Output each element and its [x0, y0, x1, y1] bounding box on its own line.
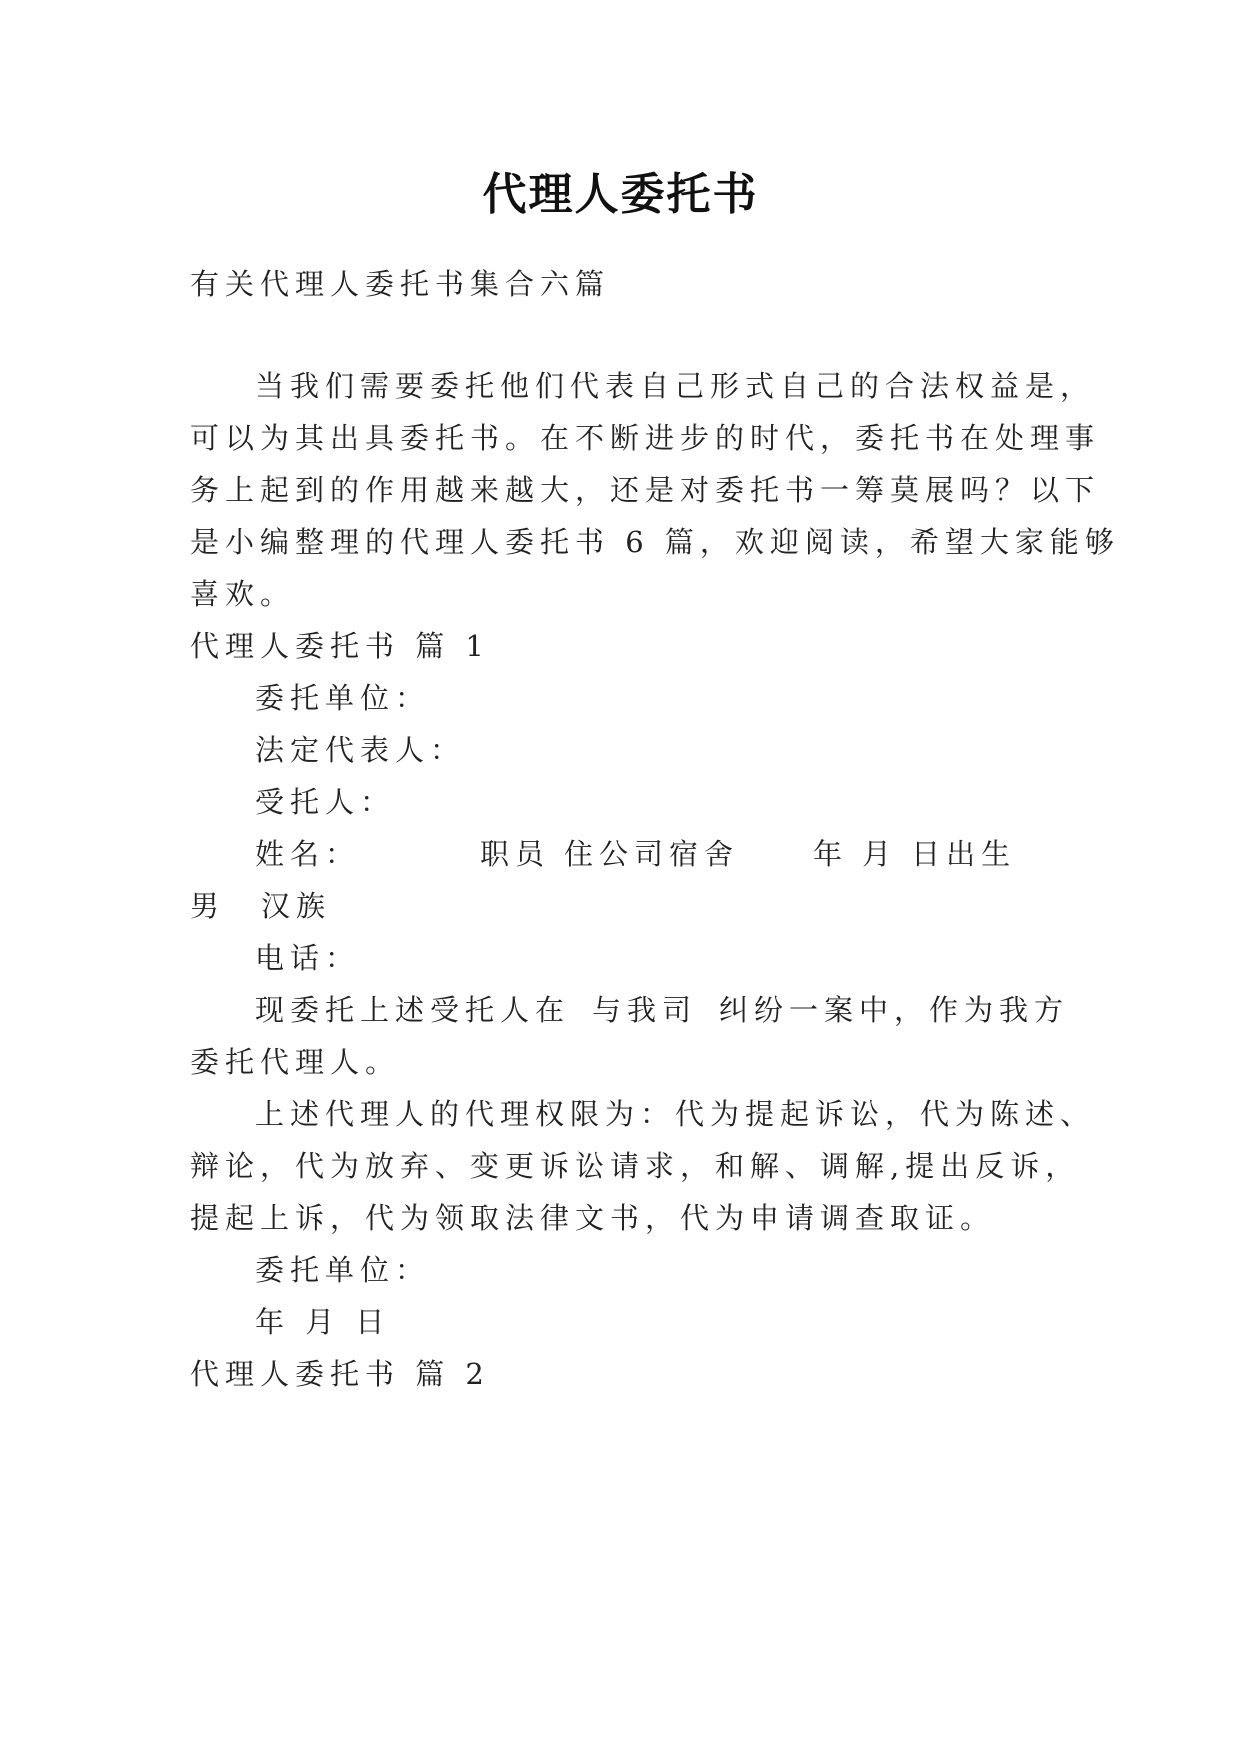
residence-text: 住公司宿舍 [564, 837, 740, 871]
entrust-part-3: 纠纷一案中，作为我方 [719, 993, 1070, 1027]
phone-label: 电话： [255, 941, 361, 975]
entrust-part-2: 与我司 [592, 993, 698, 1027]
entrusting-unit-label: 委托单位： [255, 681, 431, 715]
staff-text: 职员 [480, 837, 551, 871]
powers-line-2: 辩论，代为放弃、变更诉讼请求，和解、调解,提出反诉， [190, 1149, 1081, 1183]
trustee-label: 受托人： [255, 785, 396, 819]
intro-line-5: 喜欢。 [190, 577, 296, 611]
intro-line-1: 当我们需要委托他们代表自己形式自己的合法权益是， [255, 369, 1096, 403]
powers-line-1: 上述代理人的代理权限为：代为提起诉讼，代为陈述、 [255, 1097, 1096, 1131]
name-label: 姓名： [255, 837, 361, 871]
ethnicity-text: 汉族 [261, 889, 332, 923]
month-text: 月 [862, 837, 898, 871]
document-subtitle: 有关代理人委托书集合六篇 [190, 267, 611, 301]
entrust-statement-line-1 [255, 990, 1069, 1030]
signature-unit-label: 委托单位： [255, 1253, 431, 1287]
gender-text: 男 [190, 889, 226, 923]
document-title: 代理人委托书 [482, 169, 759, 220]
entrust-statement-line-2: 委托代理人。 [190, 1045, 401, 1079]
entrust-part-1: 现委托上述受托人在 [255, 993, 571, 1027]
gender-ethnicity-line [190, 886, 331, 926]
powers-line-3: 提起上诉，代为领取法律文书，代为申请调查取证。 [190, 1201, 996, 1235]
intro-line-3: 务上起到的作用越来越大，还是对委托书一筹莫展吗？以下 [190, 473, 1101, 507]
intro-line-4: 是小编整理的代理人委托书 6 篇，欢迎阅读，希望大家能够 [190, 525, 1120, 559]
year-text: 年 [813, 837, 849, 871]
birth-day-text: 日出生 [911, 837, 1017, 871]
date-line: 年 月 日 [255, 1305, 391, 1339]
section-1-heading: 代理人委托书 篇 1 [190, 629, 490, 663]
legal-representative-label: 法定代表人： [255, 733, 466, 767]
intro-line-2: 可以为其出具委托书。在不断进步的时代，委托书在处理事 [190, 421, 1101, 455]
trustee-details-line [255, 834, 1016, 874]
section-2-heading: 代理人委托书 篇 2 [190, 1357, 490, 1391]
